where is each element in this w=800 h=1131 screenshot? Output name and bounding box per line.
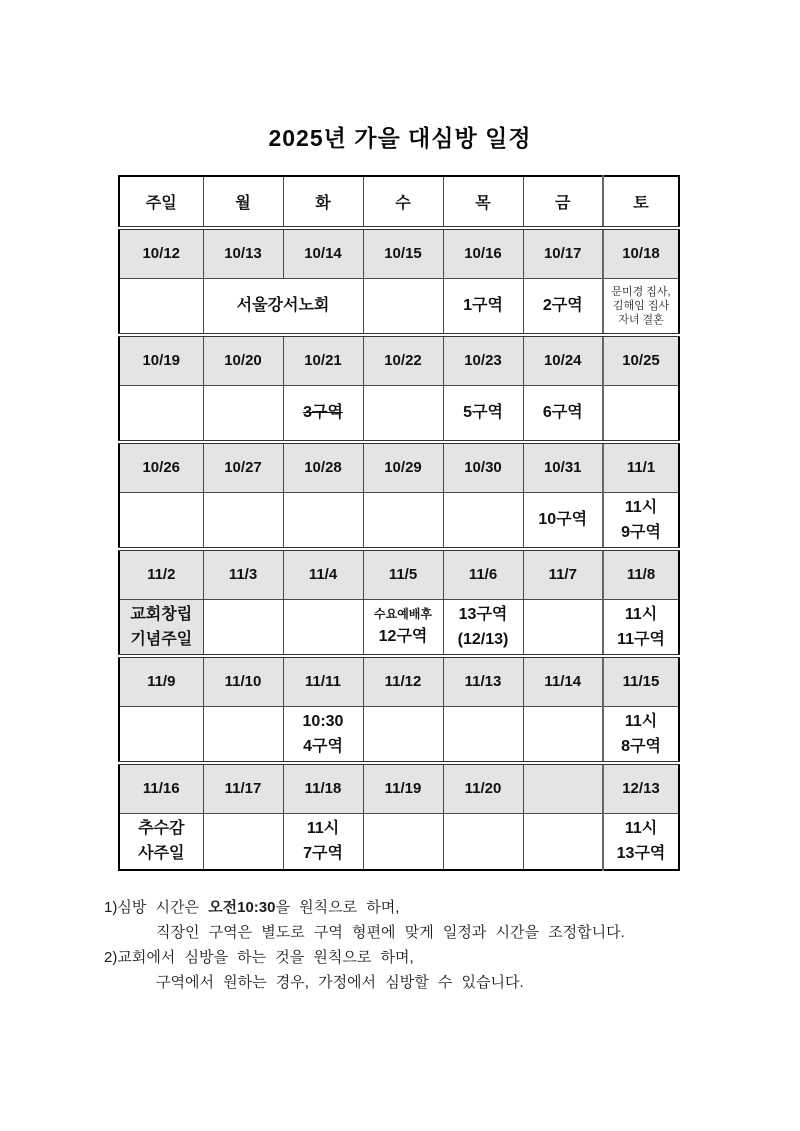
event-cell xyxy=(363,492,443,549)
event-cell xyxy=(363,813,443,870)
date-cell: 10/17 xyxy=(523,228,603,278)
event-line: 13구역 xyxy=(616,845,666,863)
date-cell: 10/26 xyxy=(119,442,203,492)
event-cell xyxy=(283,385,363,442)
event-cell xyxy=(603,706,679,763)
date-cell: 10/18 xyxy=(603,228,679,278)
page-title: 2025년 가을 대심방 일정 xyxy=(268,125,532,151)
date-cell: 10/29 xyxy=(363,442,443,492)
event-line: 9구역 xyxy=(621,523,661,541)
event-cell xyxy=(443,278,523,335)
event-cell xyxy=(119,385,203,442)
event-cell xyxy=(363,385,443,442)
date-cell: 10/25 xyxy=(603,335,679,385)
event-line: 13구역 xyxy=(458,605,508,623)
event-cell xyxy=(523,813,603,870)
event-cell xyxy=(443,599,523,656)
note-text: 1)심방 시간은 xyxy=(104,899,209,916)
event-cell xyxy=(363,599,443,656)
date-cell: 11/19 xyxy=(363,763,443,813)
event-line: 추수감 xyxy=(138,820,185,838)
note-text: 2)교회에서 심방을 하는 것을 원칙으로 하며, xyxy=(104,949,414,966)
date-cell: 11/12 xyxy=(363,656,443,706)
date-cell: 10/21 xyxy=(283,335,363,385)
event-line: 11시 xyxy=(624,712,658,730)
date-cell: 11/13 xyxy=(443,656,523,706)
notes-section xyxy=(104,895,800,995)
note-text: 을 원칙으로 하며, xyxy=(275,899,400,916)
note-text: 직장인 구역은 별도로 구역 형편에 맞게 일정과 시간을 조정합니다. xyxy=(156,924,625,941)
week-event-row xyxy=(119,385,679,442)
event-line: 자녀 결혼 xyxy=(618,313,664,326)
date-cell: 10/22 xyxy=(363,335,443,385)
note-bold-text: 오전10:30 xyxy=(208,899,276,916)
event-line: 6구역 xyxy=(542,404,583,422)
event-line: 11시 xyxy=(306,820,340,838)
date-cell: 11/9 xyxy=(119,656,203,706)
date-cell: 10/19 xyxy=(119,335,203,385)
event-line: 서울강서노회 xyxy=(236,297,330,315)
event-cell xyxy=(443,706,523,763)
event-cell xyxy=(283,599,363,656)
date-cell: 11/20 xyxy=(443,763,523,813)
week-date-row xyxy=(119,549,679,599)
day-header-cell: 토 xyxy=(603,176,679,228)
event-line: 2구역 xyxy=(542,297,583,315)
schedule-body xyxy=(119,228,679,870)
event-line: 8구역 xyxy=(621,737,661,755)
event-cell xyxy=(603,599,679,656)
week-event-row xyxy=(119,278,679,335)
event-line: 4구역 xyxy=(303,737,343,755)
event-cell xyxy=(119,706,203,763)
day-header-cell: 월 xyxy=(203,176,283,228)
date-cell: 10/24 xyxy=(523,335,603,385)
date-cell: 11/1 xyxy=(603,442,679,492)
event-cell xyxy=(203,813,283,870)
week-event-row xyxy=(119,706,679,763)
week-event-row xyxy=(119,599,679,656)
date-cell: 10/30 xyxy=(443,442,523,492)
date-cell: 11/7 xyxy=(523,549,603,599)
note-line xyxy=(104,895,800,920)
event-cell xyxy=(603,813,679,870)
event-line: 11구역 xyxy=(617,630,665,648)
event-cell xyxy=(203,385,283,442)
date-cell: 11/2 xyxy=(119,549,203,599)
date-cell: 10/23 xyxy=(443,335,523,385)
note-line xyxy=(104,945,800,970)
event-cell xyxy=(603,492,679,549)
event-cell xyxy=(119,813,203,870)
event-cell xyxy=(603,385,679,442)
event-line: 12구역 xyxy=(378,627,428,645)
date-cell: 11/11 xyxy=(283,656,363,706)
event-line: 문미경 집사, xyxy=(611,285,671,298)
date-cell: 10/28 xyxy=(283,442,363,492)
note-text: 구역에서 원하는 경우, 가정에서 심방할 수 있습니다. xyxy=(156,974,524,991)
date-cell: 11/18 xyxy=(283,763,363,813)
date-cell: 11/8 xyxy=(603,549,679,599)
date-cell: 10/13 xyxy=(203,228,283,278)
event-line: (12/13) xyxy=(457,630,509,648)
event-line: 10구역 xyxy=(538,511,588,529)
event-cell xyxy=(203,278,363,335)
week-date-row xyxy=(119,442,679,492)
note-line xyxy=(104,970,800,995)
week-date-row xyxy=(119,763,679,813)
event-line: 11시 xyxy=(624,820,658,838)
date-cell: 10/14 xyxy=(283,228,363,278)
event-cell xyxy=(523,385,603,442)
event-cell xyxy=(523,278,603,335)
event-cell xyxy=(119,599,203,656)
date-cell: 10/20 xyxy=(203,335,283,385)
event-cell xyxy=(363,278,443,335)
event-cell xyxy=(603,278,679,335)
schedule-table xyxy=(118,175,680,871)
date-cell: 11/14 xyxy=(523,656,603,706)
event-line: 11시 xyxy=(624,605,658,623)
date-cell: 11/5 xyxy=(363,549,443,599)
day-header-cell: 화 xyxy=(283,176,363,228)
day-header-cell: 목 xyxy=(443,176,523,228)
event-cell xyxy=(203,706,283,763)
event-line: 5구역 xyxy=(463,404,503,422)
event-line: 기념주일 xyxy=(130,630,193,648)
event-cell xyxy=(523,706,603,763)
event-cell xyxy=(283,492,363,549)
date-cell: 10/27 xyxy=(203,442,283,492)
date-cell: 10/15 xyxy=(363,228,443,278)
event-cell xyxy=(363,706,443,763)
date-cell: 11/6 xyxy=(443,549,523,599)
event-cell xyxy=(203,599,283,656)
date-cell: 11/10 xyxy=(203,656,283,706)
event-cell xyxy=(203,492,283,549)
date-cell: 10/12 xyxy=(119,228,203,278)
week-event-row xyxy=(119,492,679,549)
event-line: 11시 xyxy=(624,498,658,516)
date-cell: 11/16 xyxy=(119,763,203,813)
event-cell xyxy=(523,492,603,549)
date-cell: 11/15 xyxy=(603,656,679,706)
day-header-cell: 금 xyxy=(523,176,603,228)
event-line: 김해임 집사 xyxy=(612,299,670,312)
date-cell: 11/4 xyxy=(283,549,363,599)
event-line: 교회창립 xyxy=(130,605,193,623)
day-header-cell: 수 xyxy=(363,176,443,228)
date-cell: 10/31 xyxy=(523,442,603,492)
event-line: 7구역 xyxy=(303,845,343,863)
header-row xyxy=(119,176,679,228)
event-cell xyxy=(443,385,523,442)
note-line xyxy=(104,920,800,945)
day-header-cell: 주일 xyxy=(119,176,203,228)
event-cell xyxy=(443,813,523,870)
date-cell: 11/17 xyxy=(203,763,283,813)
date-cell: 11/3 xyxy=(203,549,283,599)
date-cell: 10/16 xyxy=(443,228,523,278)
event-cell xyxy=(283,706,363,763)
event-cell xyxy=(443,492,523,549)
event-line: 10:30 xyxy=(302,712,344,730)
week-date-row xyxy=(119,335,679,385)
event-line: 사주일 xyxy=(138,845,185,863)
event-cell xyxy=(119,492,203,549)
date-cell: 12/13 xyxy=(603,763,679,813)
event-line: 수요예배후 xyxy=(374,606,432,621)
week-date-row xyxy=(119,656,679,706)
event-line: 1구역 xyxy=(463,297,503,315)
event-line: 3구역 xyxy=(303,404,343,422)
event-cell xyxy=(283,813,363,870)
week-date-row xyxy=(119,228,679,278)
week-event-row xyxy=(119,813,679,870)
event-cell xyxy=(119,278,203,335)
event-cell xyxy=(523,599,603,656)
date-cell xyxy=(523,763,603,813)
